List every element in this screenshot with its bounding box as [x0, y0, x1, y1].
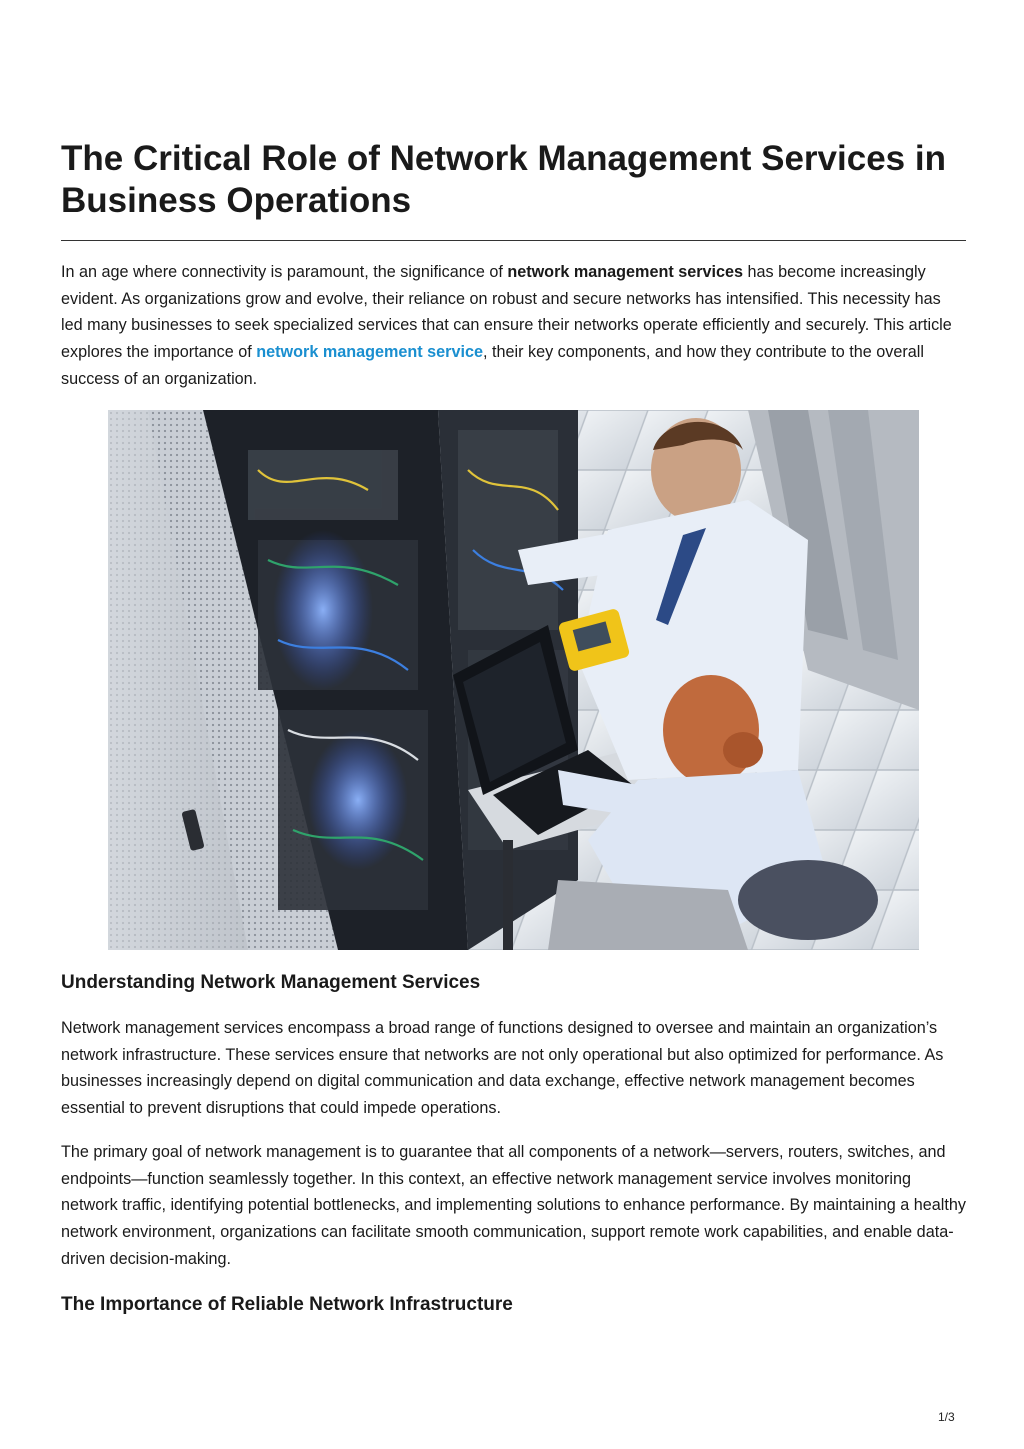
section1-paragraph-2: The primary goal of network management is to guarantee that all components of a network—servers, routers, switches, and endpoints—function seamlessly together. In this context, an effective network management service involves monitoring network traffic, identifying potential bottlenecks, and implementing solutions to enhance performance. By maintaining a healthy network environment, organizations can facilitate smooth communication, support remote work capabilities, and enable data-driven decision-making.	[61, 1143, 966, 1268]
intro-text-start: In an age where connectivity is paramount, the significance of	[61, 263, 508, 281]
server-room-photo	[108, 410, 919, 950]
intro-text-end: , their key components, and how they contribute to the overall success of an organization.	[61, 343, 924, 388]
network-management-service-link[interactable]: network management service	[256, 343, 483, 362]
page-title: The Critical Role of Network Management Services in Business Operations	[61, 139, 946, 220]
section-heading-understanding: Understanding Network Management Services	[61, 972, 481, 993]
title-divider	[61, 240, 966, 241]
page-number: 1/3	[938, 1410, 955, 1424]
section1-paragraph-1: Network management services encompass a broad range of functions designed to oversee and maintain an organization’s network infrastructure. These services ensure that networks are not only operational but also optimized for performance. As businesses increasingly depend on digital communication and data exchange, effective network management becomes essential to prevent disruptions that could impede operations.	[61, 1019, 944, 1118]
intro-text-middle: has become increasingly evident. As organizations grow and evolve, their reliance on robust and secure networks has intensified. This necessity has led many businesses to seek specialized services that can ensure their networks operate efficiently and securely. This article explores the importance of	[61, 263, 952, 362]
intro-paragraph	[61, 259, 966, 393]
intro-bold-term: network management services	[507, 263, 744, 281]
section-heading-importance: The Importance of Reliable Network Infrastructure	[61, 1294, 513, 1315]
